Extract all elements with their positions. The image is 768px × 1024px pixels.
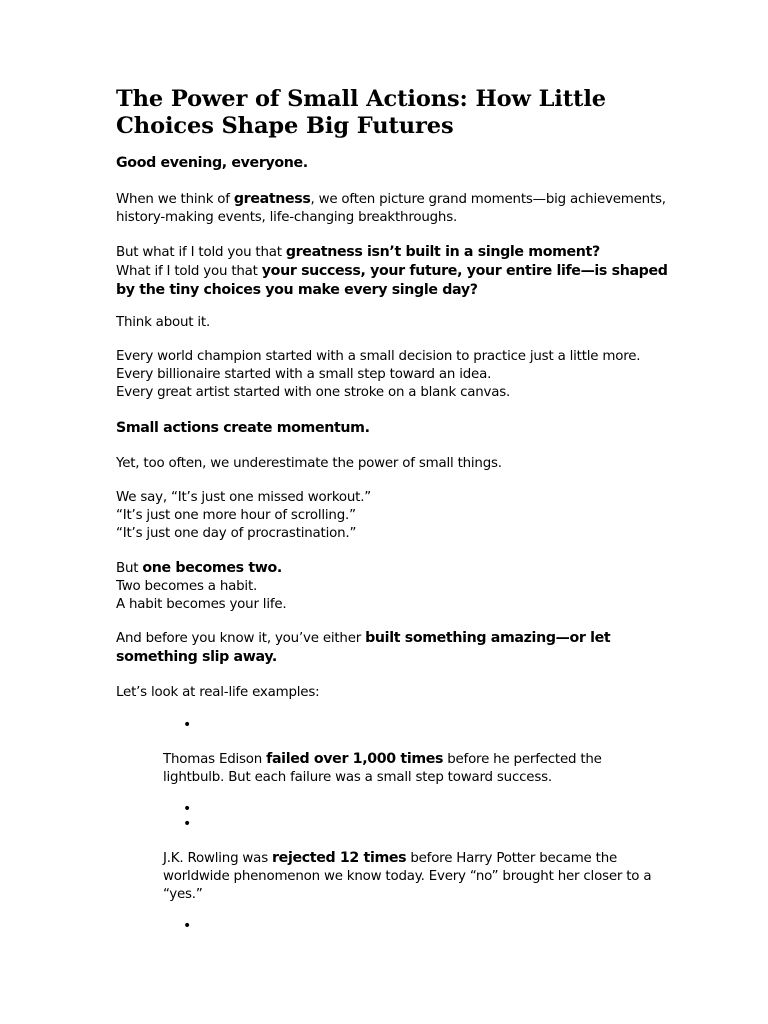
paragraph-before-you-know bbox=[116, 629, 676, 667]
document-title: The Power of Small Actions: How Little Choices Shape Big Futures bbox=[116, 86, 606, 139]
text: “It’s just one day of procrastination.” bbox=[116, 526, 357, 542]
paragraph-what-if bbox=[116, 243, 676, 301]
bullet-marker: • bbox=[183, 801, 192, 817]
greeting-text: Good evening, everyone. bbox=[116, 155, 308, 171]
bullet-marker: • bbox=[183, 918, 192, 934]
text: J.K. Rowling was bbox=[163, 851, 273, 866]
bold-text: Small actions create momentum. bbox=[116, 420, 370, 436]
text: Thomas Edison bbox=[163, 752, 267, 767]
text: Every billionaire started with a small step toward an idea. bbox=[116, 367, 492, 383]
bold-text: rejected 12 times bbox=[272, 850, 407, 866]
example-rowling bbox=[163, 849, 663, 905]
text: “It’s just one more hour of scrolling.” bbox=[116, 508, 356, 524]
paragraph-every bbox=[116, 348, 676, 403]
text: before Harry Potter became the worldwide phenomenon we know today. Every “no” brought her closer to a “yes.” bbox=[163, 851, 652, 903]
text: We say, “It’s just one missed workout.” bbox=[116, 490, 372, 505]
text: Let’s look at real-life examples: bbox=[116, 685, 320, 700]
bold-text: one becomes two. bbox=[142, 560, 282, 576]
bold-text: built something amazing—or let something slip away. bbox=[116, 630, 611, 666]
text: And before you know it, you’ve either bbox=[116, 631, 366, 646]
greeting bbox=[116, 154, 676, 173]
paragraph-habit bbox=[116, 559, 676, 615]
paragraph-we-say bbox=[116, 489, 676, 544]
bold-text: greatness bbox=[233, 191, 311, 207]
text: Two becomes a habit. bbox=[116, 579, 258, 595]
text: What if I told you that bbox=[116, 264, 262, 280]
text: before he perfected the lightbulb. But each failure was a small step toward success. bbox=[163, 752, 602, 786]
text: Yet, too often, we underestimate the power of small things. bbox=[116, 456, 502, 471]
bold-text: your success, your future, your entire life—is shaped by the tiny choices you make every single day? bbox=[116, 263, 668, 299]
bullet-marker: • bbox=[183, 717, 192, 733]
text: Every great artist started with one stroke on a blank canvas. bbox=[116, 385, 511, 401]
paragraph-think bbox=[116, 314, 676, 332]
text: Think about it. bbox=[116, 315, 211, 330]
bold-text: greatness isn’t built in a single moment? bbox=[285, 244, 600, 260]
text: But bbox=[116, 561, 143, 576]
paragraph-momentum bbox=[116, 419, 676, 438]
text: , we often picture grand moments—big achievements, history-making events, life-changing breakthroughs. bbox=[116, 192, 666, 226]
example-edison bbox=[163, 750, 663, 787]
bold-text: failed over 1,000 times bbox=[266, 751, 444, 767]
paragraph-underestimate bbox=[116, 455, 676, 473]
paragraph-greatness bbox=[116, 190, 676, 227]
bullet-marker: • bbox=[183, 816, 192, 832]
text: Every world champion started with a small decision to practice just a little more. bbox=[116, 349, 641, 364]
text: When we think of bbox=[116, 192, 234, 207]
text: But what if I told you that bbox=[116, 245, 286, 260]
paragraph-examples-intro bbox=[116, 684, 676, 702]
text: A habit becomes your life. bbox=[116, 597, 287, 613]
